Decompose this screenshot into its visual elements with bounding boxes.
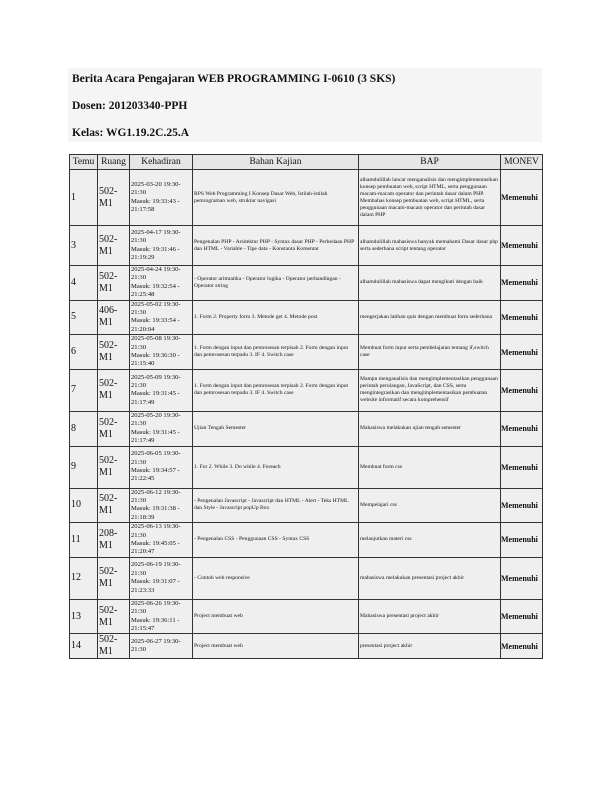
- monev-cell: Memenuhi: [501, 634, 543, 659]
- teaching-log-table: [69, 154, 543, 659]
- monev-cell: Memenuhi: [501, 523, 543, 558]
- monev-cell: Memenuhi: [501, 266, 543, 301]
- meeting-number: 13: [70, 599, 98, 634]
- bap-cell: alhamdulillah lancar menganalisis dan mengimplementasikan konsep pembuatan web, script HTML, serta penggunaan macam-macam operator dan perintah dasar dalam PHP. Membahas konsep pembuatan web, script HTML, serta penggunaan macam-macam operator dan perintah dasar dalam PHP: [359, 170, 501, 226]
- bap-cell: mengerjakan latihan quis dengan membuat form sederhana: [359, 300, 501, 335]
- room-cell: 502-M1: [98, 488, 130, 523]
- check-in-time: Masuk: 19:34:57 - 21:22:45: [131, 467, 180, 483]
- bap-cell: alhamdulillah mahasiswa dapat mengikuti dengan baik: [359, 266, 501, 301]
- session-schedule: 2025-06-26 19:30-21:30: [131, 599, 181, 616]
- column-header-bahan-kajian: Bahan Kajian: [193, 155, 359, 170]
- attendance-cell: [130, 523, 193, 558]
- monev-cell: Memenuhi: [501, 226, 543, 266]
- attendance-cell: [130, 226, 193, 266]
- column-header-bap: BAP: [359, 155, 501, 170]
- table-row: [70, 369, 543, 411]
- meeting-number: 3: [70, 226, 98, 266]
- topic-cell: Project membuat web: [193, 599, 359, 634]
- topic-cell: RPS Web Programming I Konsep Dasar Web, Istilah-istilah pemrograman web, struktur navigasi: [193, 170, 359, 226]
- check-in-time: Masuk: 19:36:11 - 21:15:47: [131, 616, 180, 632]
- meeting-number: 11: [70, 523, 98, 558]
- room-cell: 502-M1: [98, 557, 130, 599]
- check-in-time: Masuk: 19:36:30 - 21:15:40: [131, 352, 180, 368]
- column-header-ruang: Ruang: [98, 155, 130, 170]
- column-header-kehadiran: Kehadiran: [130, 155, 193, 170]
- monev-cell: Memenuhi: [501, 300, 543, 335]
- attendance-cell: [130, 170, 193, 226]
- room-cell: 502-M1: [98, 599, 130, 634]
- check-in-time: Masuk: 19:33:43 - 21:17:58: [131, 197, 180, 213]
- room-cell: 502-M1: [98, 266, 130, 301]
- table-header-row: [70, 155, 543, 170]
- attendance-cell: [130, 369, 193, 411]
- monev-cell: Memenuhi: [501, 557, 543, 599]
- session-schedule: 2025-03-20 19:30-21:30: [131, 180, 181, 197]
- topic-cell: Pengenalan PHP - Arsitektur PHP - Syntax dasar PHP - Perbedaan PHP dan HTML - Variable - Tipe data - Konstanta Komentar: [193, 226, 359, 266]
- bap-cell: Mampu menganalisis dan mengimplementasikan penggunaan perintah perulangan, JavaScript, dan CSS, serta mengintegrasikan dan mengimplementasikan pembuatan website informatif secara komprehensif: [359, 369, 501, 411]
- meeting-number: 8: [70, 411, 98, 446]
- meeting-number: 6: [70, 335, 98, 370]
- check-in-time: Masuk: 19:31:46 - 21:19:29: [131, 245, 180, 261]
- topic-cell: Ujian Tengah Semester: [193, 411, 359, 446]
- topic-cell: 1. Form dengan input dan pemrosesan terpisah 2. Form dengan input dan pemrosesan terpadu 3. IF 4. Switch case: [193, 335, 359, 370]
- attendance-cell: [130, 266, 193, 301]
- table-row: [70, 446, 543, 488]
- room-cell: 502-M1: [98, 369, 130, 411]
- room-cell: 502-M1: [98, 634, 130, 659]
- monev-cell: Memenuhi: [501, 335, 543, 370]
- check-in-time: Masuk: 19:45:05 - 21:20:47: [131, 539, 180, 556]
- session-schedule: 2025-06-19 19:30-21:30: [131, 561, 181, 577]
- bap-cell: Mempelajari css: [359, 488, 501, 523]
- table-row: [70, 599, 543, 634]
- attendance-cell: [130, 488, 193, 523]
- table-row: [70, 634, 543, 659]
- check-in-time: Masuk: 19:32:54 - 21:25:48: [131, 282, 180, 299]
- session-schedule: 2025-06-13 19:30-21:30: [131, 523, 181, 539]
- monev-cell: Memenuhi: [501, 369, 543, 411]
- check-in-time: Masuk: 19:33:54 - 21:20:04: [131, 317, 180, 333]
- check-in-time: Masuk: 19:31:45 - 21:17:49: [131, 428, 180, 445]
- session-schedule: 2025-06-05 19:30-21:30: [131, 450, 181, 466]
- session-schedule: 2025-05-09 19:30-21:30: [131, 373, 181, 389]
- topic-cell: - Contoh web responsive: [193, 557, 359, 599]
- room-cell: 208-M1: [98, 523, 130, 558]
- table-row: [70, 170, 543, 226]
- attendance-cell: [130, 634, 193, 659]
- class-line: Kelas: WG1.19.2C.25.A: [72, 127, 190, 139]
- meeting-number: 4: [70, 266, 98, 301]
- room-cell: 502-M1: [98, 411, 130, 446]
- bap-cell: presentasi project akhir: [359, 634, 501, 659]
- topic-cell: - Pengenalan Javascript - Javascript dan HTML - Alert - Teks HTML dan Style - Javascript popUp Box: [193, 488, 359, 523]
- monev-cell: Memenuhi: [501, 446, 543, 488]
- topic-cell: - Operator aritmatika - Operator logika - Operator perbandingan - Operator string: [193, 266, 359, 301]
- document-header: [68, 68, 542, 142]
- bap-cell: Mahasiswa presentasi project akhir: [359, 599, 501, 634]
- monev-cell: Memenuhi: [501, 170, 543, 226]
- table-row: [70, 557, 543, 599]
- monev-cell: Memenuhi: [501, 411, 543, 446]
- room-cell: 502-M1: [98, 335, 130, 370]
- session-schedule: 2025-05-20 19:30-21:30: [131, 411, 181, 428]
- meeting-number: 5: [70, 300, 98, 335]
- check-in-time: Masuk: 19:31:45 - 21:17:49: [131, 390, 180, 406]
- session-schedule: 2025-06-27 19:30-21:30: [131, 637, 181, 654]
- session-schedule: 2025-04-17 19:30-21:30: [131, 228, 181, 245]
- check-in-time: Masuk: 19:31:38 - 21:18:39: [131, 505, 180, 521]
- session-schedule: 2025-06-12 19:30-21:30: [131, 488, 181, 504]
- attendance-cell: [130, 557, 193, 599]
- session-schedule: 2025-04-24 19:30-21:30: [131, 266, 181, 282]
- monev-cell: Memenuhi: [501, 488, 543, 523]
- check-in-time: Masuk: 19:31:07 - 21:23:33: [131, 578, 180, 594]
- bap-cell: alhamdulillah mahasiswa banyak memahami Dasar dasar php serta sederhana script tentang operator: [359, 226, 501, 266]
- room-cell: 502-M1: [98, 226, 130, 266]
- bap-cell: Membuat form css: [359, 446, 501, 488]
- meeting-number: 7: [70, 369, 98, 411]
- table-row: [70, 335, 543, 370]
- table-row: [70, 300, 543, 335]
- attendance-cell: [130, 335, 193, 370]
- topic-cell: 1. For 2. While 3. Do while 4. Foreach: [193, 446, 359, 488]
- table-row: [70, 266, 543, 301]
- topic-cell: - Pengenalan CSS - Penggunaan CSS - Syntax CSS: [193, 523, 359, 558]
- column-header-monev: MONEV: [501, 155, 543, 170]
- session-schedule: 2025-05-02 19:30-21:30: [131, 300, 181, 317]
- document-title: Berita Acara Pengajaran WEB PROGRAMMING I-0610 (3 SKS): [72, 73, 396, 85]
- attendance-cell: [130, 446, 193, 488]
- table-row: [70, 411, 543, 446]
- monev-cell: Memenuhi: [501, 599, 543, 634]
- attendance-cell: [130, 411, 193, 446]
- topic-cell: 1. Form 2. Property form 3. Metode get 4. Metode post: [193, 300, 359, 335]
- room-cell: 502-M1: [98, 446, 130, 488]
- column-header-temu: Temu: [70, 155, 98, 170]
- topic-cell: 1. Form dengan input dan pemrosesan terpisah 2. Form dengan input dan pemrosesan terpadu 3. IF 4. Switch case: [193, 369, 359, 411]
- table-row: [70, 488, 543, 523]
- topic-cell: Project membuat web: [193, 634, 359, 659]
- meeting-number: 1: [70, 170, 98, 226]
- meeting-number: 9: [70, 446, 98, 488]
- table-body: [70, 170, 543, 659]
- room-cell: 406-M1: [98, 300, 130, 335]
- meeting-number: 10: [70, 488, 98, 523]
- attendance-cell: [130, 300, 193, 335]
- meeting-number: 12: [70, 557, 98, 599]
- bap-cell: melanjutkan materi css: [359, 523, 501, 558]
- bap-cell: mahasiswa melakukan presentasi project akhir: [359, 557, 501, 599]
- room-cell: 502-M1: [98, 170, 130, 226]
- table-row: [70, 523, 543, 558]
- bap-cell: Membuat form input serta pembelajaran tentang if,switch case: [359, 335, 501, 370]
- bap-cell: Mahasiswa melakukan ujian tengah semester: [359, 411, 501, 446]
- lecturer-line: Dosen: 201203340-PPH: [72, 100, 188, 112]
- attendance-cell: [130, 599, 193, 634]
- session-schedule: 2025-05-08 19:30-21:30: [131, 335, 181, 351]
- meeting-number: 14: [70, 634, 98, 659]
- table-row: [70, 226, 543, 266]
